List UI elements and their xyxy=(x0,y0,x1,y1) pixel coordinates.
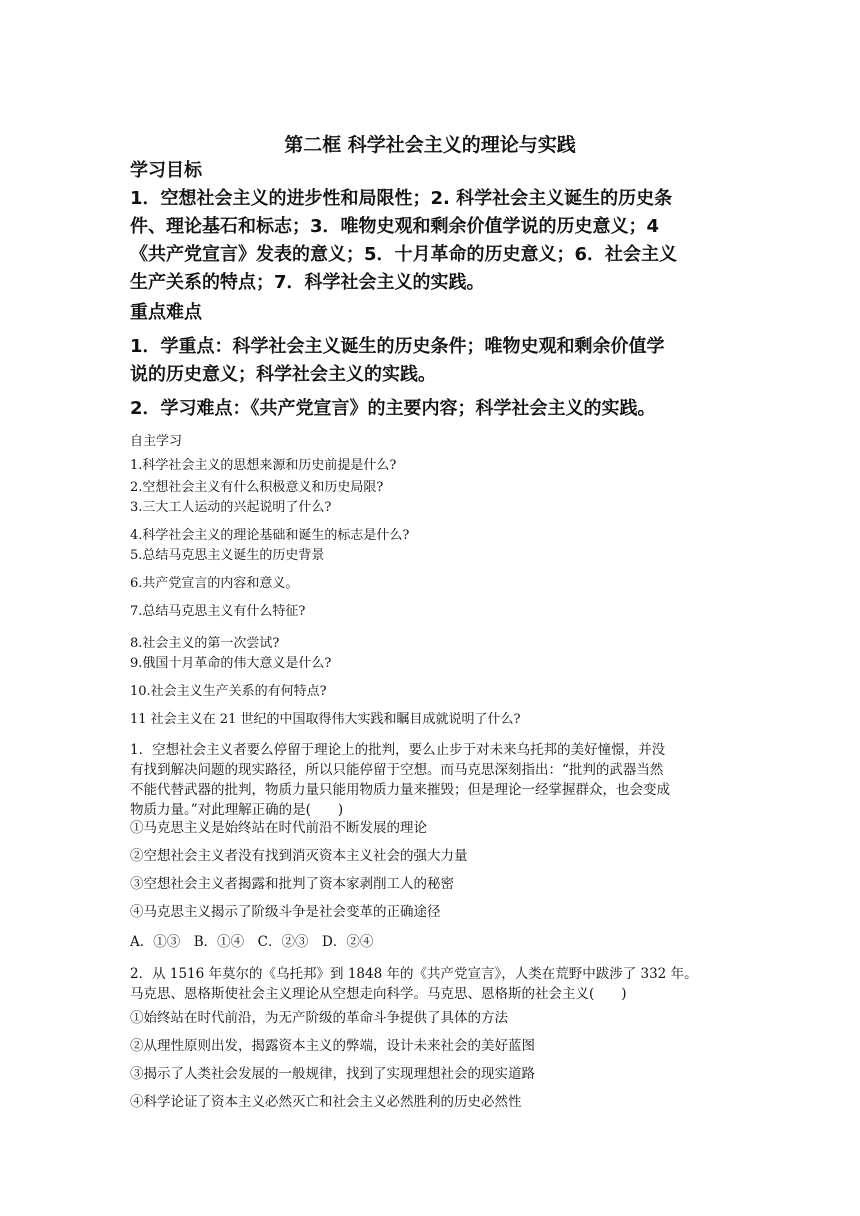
exercise2-option: ②从理性原则出发，揭露资本主义的弊端，设计未来社会的美好蓝图 xyxy=(130,1038,535,1054)
self-study-question: 3.三大工人运动的兴起说明了什么? xyxy=(130,500,332,515)
objectives-line: 生产关系的特点；7．科学社会主义的实践。 xyxy=(130,272,485,293)
self-study-question: 4.科学社会主义的理论基础和诞生的标志是什么? xyxy=(130,528,410,543)
key-point-line: 2．学习难点：《共产党宣言》的主要内容；科学社会主义的实践。 xyxy=(130,398,656,419)
exercise1-stem-line: 物质力量。”对此理解正确的是( ) xyxy=(130,802,344,818)
exercise1-stem-line: 有找到解决问题的现实路径，所以只能停留于空想。而马克思深刻指出：“批判的武器当然 xyxy=(130,762,664,778)
exercise1-option: ④马克思主义揭示了阶级斗争是社会变革的正确途径 xyxy=(130,904,441,920)
key-point-line: 1．学重点：科学社会主义诞生的历史条件；唯物史观和剩余价值学 xyxy=(130,336,665,357)
exercise1-stem-line: 不能代替武器的批判，物质力量只能用物质力量来摧毁；但是理论一经掌握群众，也会变成 xyxy=(130,782,670,798)
key-points-heading: 重点难点 xyxy=(130,302,202,323)
exercise2-stem-line: 马克思、恩格斯使社会主义理论从空想走向科学。马克思、恩格斯的社会主义( ) xyxy=(130,986,627,1002)
exercise2-option: ①始终站在时代前沿，为无产阶级的革命斗争提供了具体的方法 xyxy=(130,1010,508,1026)
self-study-question: 2.空想社会主义有什么积极意义和历史局限? xyxy=(130,480,384,495)
exercise2-stem-line: 2．从 1516 年莫尔的《乌托邦》到 1848 年的《共产党宣言》，人类在荒野中跋涉了 332 年。 xyxy=(130,966,698,982)
self-study-question: 5.总结马克思主义诞生的历史背景 xyxy=(130,548,325,563)
exercise1-option: ①马克思主义是始终站在时代前沿不断发展的理论 xyxy=(130,820,427,836)
key-point-line: 说的历史意义；科学社会主义的实践。 xyxy=(130,364,436,385)
objectives-line: 1．空想社会主义的进步性和局限性；2. 科学社会主义诞生的历史条 xyxy=(130,188,673,209)
self-study-heading: 自主学习 xyxy=(130,434,183,449)
self-study-question: 10.社会主义生产关系的有何特点? xyxy=(130,684,327,699)
objectives-line: 件、理论基石和标志；3．唯物史观和剩余价值学说的历史意义；4 xyxy=(130,216,660,237)
self-study-question: 9.俄国十月革命的伟大意义是什么? xyxy=(130,656,332,671)
self-study-question: 8.社会主义的第一次尝试? xyxy=(130,636,280,651)
exercise1-choices: A．①③ B．①④ C．②③ D．②④ xyxy=(130,934,374,950)
self-study-question: 11 社会主义在 21 世纪的中国取得伟大实践和瞩目成就说明了什么? xyxy=(130,712,521,727)
self-study-question: 1.科学社会主义的思想来源和历史前提是什么? xyxy=(130,458,397,473)
page-title: 第二框 科学社会主义的理论与实践 xyxy=(284,134,576,156)
objectives-line: 《共产党宣言》发表的意义；5．十月革命的历史意义；6．社会主义 xyxy=(130,244,678,265)
exercise1-stem-line: 1．空想社会主义者要么停留于理论上的批判，要么止步于对未来乌托邦的美好憧憬，并没 xyxy=(130,742,666,758)
exercise1-option: ②空想社会主义者没有找到消灭资本主义社会的强大力量 xyxy=(130,848,468,864)
self-study-question: 7.总结马克思主义有什么特征? xyxy=(130,604,306,619)
self-study-question: 6.共产党宣言的内容和意义。 xyxy=(130,576,299,591)
exercise2-option: ③揭示了人类社会发展的一般规律，找到了实现理想社会的现实道路 xyxy=(130,1066,535,1082)
exercise2-option: ④科学论证了资本主义必然灭亡和社会主义必然胜利的历史必然性 xyxy=(130,1094,522,1110)
exercise1-option: ③空想社会主义者揭露和批判了资本家剥削工人的秘密 xyxy=(130,876,454,892)
objectives-heading: 学习目标 xyxy=(130,160,202,181)
